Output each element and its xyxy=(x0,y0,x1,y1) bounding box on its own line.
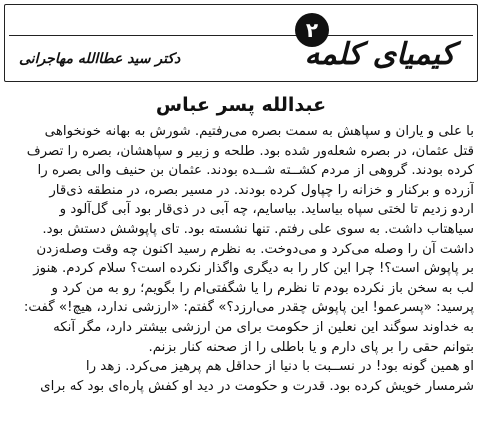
article-line: بتوانم حقی را بر پای دارم و یا باطلی را از صحنه کنار بزنم. xyxy=(148,339,474,355)
article-line: با علی و یاران و سپاهش به سمت بصره می‌رفتیم. شورش به بهانه خونخواهی xyxy=(44,124,474,139)
article-line: شرمسار خویش کرده بود. قدرت و حکومت در دید او کفش پاره‌ای بود که برای xyxy=(40,378,474,394)
header-divider xyxy=(9,35,473,36)
article-line: سیاهتاب داشت. به سوی علی رفتم. تنها نشسته بود. تای پاپوشش دستش بود. xyxy=(42,221,474,237)
column-title: کیمیای کلمه xyxy=(304,37,455,72)
article-line: پرسید: «پسرعمو! این پاپوش چقدر می‌ارزد؟» گفتم: «ارزشی ندارد، هیچ!» گفت: xyxy=(23,300,474,316)
column-header-box xyxy=(4,4,478,82)
article-line: اردو زدیم تا لختی سپاه بیاساید. بیاسایم، چه آبی در ذی‌قار بود آبی گل‌آلود و xyxy=(59,202,474,218)
article-line: آزرده و برکنار و خزانه را چپاول کرده بودند. در مسیر بصره، در منطقه ذی‌قار xyxy=(49,182,474,198)
article-line: داشت آن را وصله می‌کرد و می‌دوخت. به نظرم رسید اکنون چه وقت وصله‌زدن xyxy=(36,241,474,257)
article-body xyxy=(8,122,474,396)
article-line: قتل عثمان، در بصره شعله‌ور شده بود. طلحه و زبیر و سپاهشان، بصره را تصرف xyxy=(26,143,474,159)
article-line: او همین گونه بود! در نســبت با دنیا از حداقل هم پرهیز می‌کرد. زهد را xyxy=(85,359,474,375)
article-line: به خداوند سوگند این نعلین از حکومت برای من ارزشی بیشتر دارد، مگر آنکه xyxy=(53,319,474,335)
article-line: کرده بودند. گروهی از مردم کشــته شــده بودند. عثمان بن حنیف والی بصره را xyxy=(37,163,474,179)
article-line: لب به سخن باز نکرده بودم تا نظرم را یا شگفتی‌ام را بگویم؛ رو به من کرد و xyxy=(51,280,474,296)
column-number-badge: ۲ xyxy=(295,13,329,47)
author-name: دکتر سید عطاالله مهاجرانی xyxy=(19,51,181,67)
article-paragraph xyxy=(8,122,474,396)
article-title: عبدالله پسر عباس xyxy=(155,94,327,116)
article-line: بر پاپوش است؟! چرا این کار را به دیگری واگذار نکرده است؟ سلام کردم. هنوز xyxy=(33,261,474,277)
